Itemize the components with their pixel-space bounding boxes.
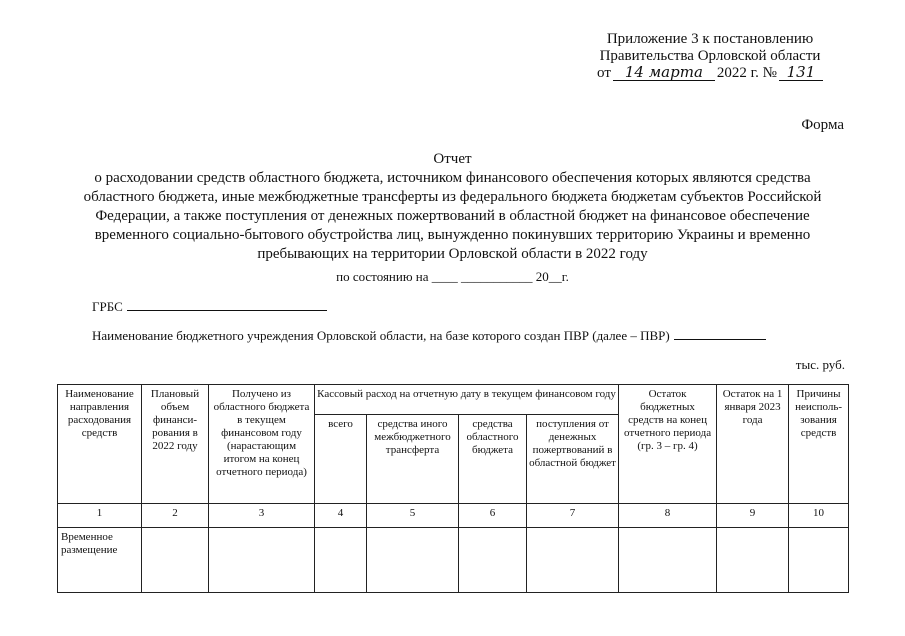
header-cash-expense-group: Кассовый расход на отчетную дату в текущем финансовом году — [315, 385, 619, 415]
handwritten-number: 131 — [779, 65, 823, 81]
column-number: 6 — [459, 504, 527, 528]
table-cell — [209, 528, 315, 593]
report-title-main: Отчет — [433, 151, 472, 167]
year-number-label: 2022 г. № — [716, 65, 777, 81]
form-label: Форма — [801, 117, 844, 133]
column-number-row — [58, 504, 849, 528]
table-cell — [142, 528, 209, 593]
institution-label: Наименование бюджетного учреждения Орловской области, на базе которого создан ПВР (далее – ПВР) — [92, 328, 670, 343]
appendix-line-1: Приложение 3 к постановлению — [606, 31, 814, 47]
table-cell — [619, 528, 717, 593]
table-cell — [459, 528, 527, 593]
column-number: 8 — [619, 504, 717, 528]
report-table — [57, 384, 849, 593]
units-label: тыс. руб. — [795, 357, 845, 372]
header-direction: Наименование направления расходования средств — [58, 385, 142, 504]
table-row — [58, 528, 849, 593]
table-cell — [717, 528, 789, 593]
from-label: от — [597, 65, 611, 81]
report-title — [60, 150, 845, 264]
column-number: 3 — [209, 504, 315, 528]
row-label-temporary-housing: Временное размещение — [58, 528, 142, 593]
report-title-body: о расходовании средств областного бюджета, источником финансового обеспечения которых являются средства областного бюджета, иные межбюджетные трансферты из федерального бюджета бюджетам субъектов Российской Федерации, а также поступления от денежных пожертвований в областной бюджет на финансовое обеспечение временного социально-бытового обустройства лиц, вынужденно покинувших территорию Украины и временно пребывающих на территории Орловской области в 2022 году — [83, 170, 822, 262]
column-number: 9 — [717, 504, 789, 528]
appendix-header — [560, 31, 860, 82]
table-cell — [367, 528, 459, 593]
appendix-line-2: Правительства Орловской области — [599, 48, 821, 64]
handwritten-date: 14 марта — [613, 65, 715, 81]
header-remaining-jan: Остаток на 1 января 2023 года — [717, 385, 789, 504]
table-cell — [527, 528, 619, 593]
header-remaining-end: Остаток бюджетных средств на конец отчетного периода (гр. 3 – гр. 4) — [619, 385, 717, 504]
header-regional-budget: средства областного бюджета — [459, 415, 527, 504]
institution-field — [92, 327, 766, 344]
header-donations: поступления от денежных пожертвований в областной бюджет — [527, 415, 619, 504]
grbs-blank-line — [127, 298, 327, 311]
header-received: Получено из областного бюджета в текущем финансовом году (нарастающим итогом на конец отчетного периода) — [209, 385, 315, 504]
institution-blank-line — [674, 327, 766, 340]
column-number: 5 — [367, 504, 459, 528]
column-number: 4 — [315, 504, 367, 528]
header-reasons: Причины неисполь-зования средств — [789, 385, 849, 504]
appendix-date-line — [560, 65, 860, 82]
as-of-date-line: по состоянию на ____ ___________ 20__г. — [336, 269, 569, 284]
header-row-1 — [58, 385, 849, 415]
header-planned-volume: Плановый объем финанси-рования в 2022 году — [142, 385, 209, 504]
header-interbudget-transfer: средства иного межбюджетного трансферта — [367, 415, 459, 504]
grbs-field — [92, 298, 327, 315]
table-cell — [789, 528, 849, 593]
column-number: 10 — [789, 504, 849, 528]
column-number: 2 — [142, 504, 209, 528]
column-number: 1 — [58, 504, 142, 528]
header-total: всего — [315, 415, 367, 504]
grbs-label: ГРБС — [92, 299, 123, 314]
table-cell — [315, 528, 367, 593]
column-number: 7 — [527, 504, 619, 528]
